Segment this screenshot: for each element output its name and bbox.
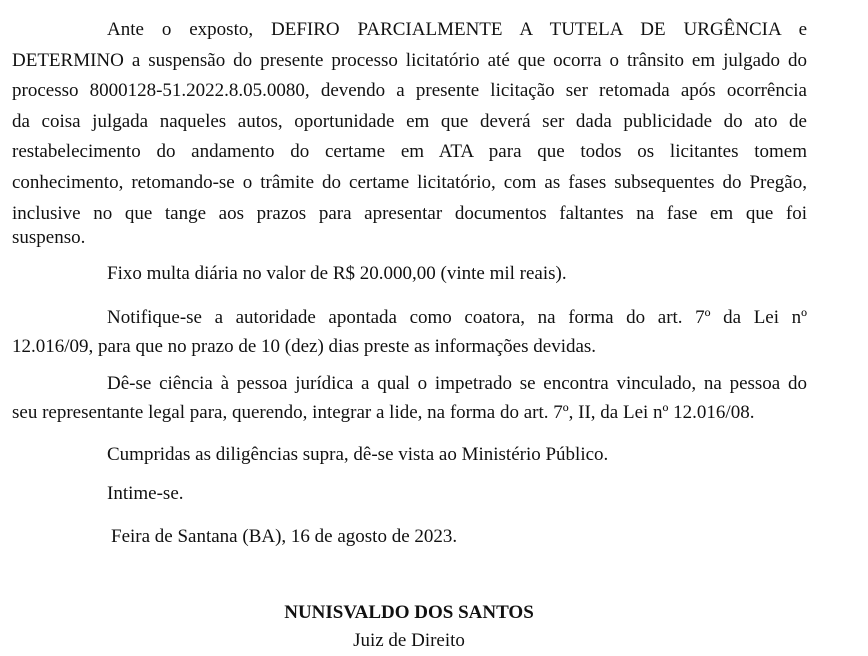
signature-name: NUNISVALDO DOS SANTOS xyxy=(284,602,534,623)
text-line: seu representante legal para, querendo, integrar a lide, na forma do art. 7º, II, da Lei nº 12.016/08. xyxy=(12,402,755,423)
text-line: processo 8000128-51.2022.8.05.0080, devendo a presente licitação ser retomada após ocorrência xyxy=(12,80,807,101)
text-line: Ante o exposto, DEFIRO PARCIALMENTE A TUTELA DE URGÊNCIA e xyxy=(107,19,807,40)
text-line: Notifique-se a autoridade apontada como coatora, na forma do art. 7º da Lei nº xyxy=(107,307,807,328)
paragraph-fine: Fixo multa diária no valor de R$ 20.000,00 (vinte mil reais). xyxy=(107,263,567,284)
text-line: 12.016/09, para que no prazo de 10 (dez) dias preste as informações devidas. xyxy=(12,336,597,357)
text-line: da coisa julgada naqueles autos, oportunidade em que deverá ser dada publicidade do ato de xyxy=(12,111,807,132)
text-line: Dê-se ciência à pessoa jurídica a qual o impetrado se encontra vinculado, na pessoa do xyxy=(107,373,807,394)
text-line: suspenso. xyxy=(12,227,86,248)
paragraph-intime: Intime-se. xyxy=(107,483,184,504)
signature-title: Juiz de Direito xyxy=(353,630,465,651)
text-line: conhecimento, retomando-se o trâmite do certame licitatório, com as fases subsequentes do Pregão, xyxy=(12,172,807,193)
text-line: inclusive no que tange aos prazos para apresentar documentos faltantes na fase em que foi xyxy=(12,203,807,224)
paragraph-ministry: Cumpridas as diligências supra, dê-se vista ao Ministério Público. xyxy=(107,444,609,465)
text-line: DETERMINO a suspensão do presente processo licitatório até que ocorra o trânsito em julgado do xyxy=(12,50,807,71)
text-line: restabelecimento do andamento do certame em ATA para que todos os licitantes tomem xyxy=(12,141,807,162)
place-date: Feira de Santana (BA), 16 de agosto de 2023. xyxy=(111,526,458,547)
